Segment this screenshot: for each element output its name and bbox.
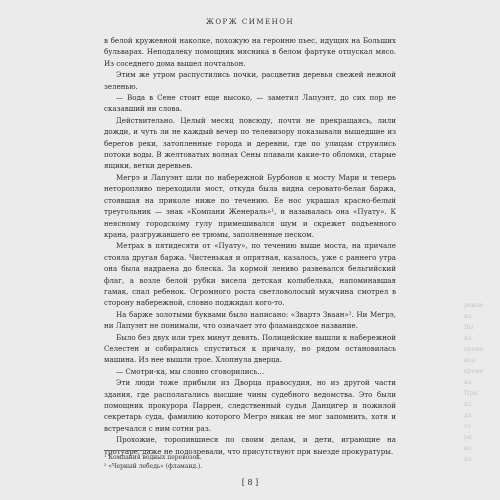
footnote-2: ² «Черный лебедь» (фламанд.). [104, 463, 203, 470]
bleed-line: на [464, 445, 472, 452]
bleed-line: кл [464, 401, 472, 408]
footnote-divider [104, 450, 152, 451]
bleed-line: кроме [464, 346, 484, 353]
bleed-line: Вы [464, 324, 474, 331]
paragraph-3: — Вода в Сене стоит еще высоко, — заметил Лапуэнт, до сих пор не сказавший ни слова. [104, 93, 396, 114]
bleed-line: ная [464, 357, 476, 364]
footnote-1: ¹ Компания водных перевозок. [104, 454, 202, 461]
bleed-through-text [464, 300, 500, 470]
bleed-line: на [464, 335, 472, 342]
paragraph-5: Мегрэ и Лапуэнт шли по набережной Бурбонов к мосту Мари и теперь неторопливо переходили мост, откуда была видна серовато-белая баржа, стоявшая на приколе ниже по течению. Ее нос украшал красно-белый треугольник — знак «Компани Женераль»¹, и называлась она «Пуату». К неясному городскому гулу примешивался шум и скрежет подъемного крана, разгружавшего ее трюмы, заполненные песком. [104, 172, 396, 239]
body-text [104, 35, 396, 457]
paragraph-7: На барже золотыми буквами было написано: «Звартэ Зваан»². Ни Мегрэ, ни Лапуэнт не понимали, что означает это фламандское название. [104, 309, 396, 331]
paragraph-6: Метрах в пятидесяти от «Пуату», по течению выше моста, на причале стояла другая баржа. Чистенькая и опрятная, казалось, уже с раннего утра она была надраена до блеска. За кормой лениво развевался бельгийский флаг, а возле белой рубки висела детская колыбелька, напоминавшая гамак, спал ребенок. Огромного роста светловолосый мужчина смотрел в сторону набережной, словно поджидал кого-то. [104, 241, 396, 308]
paragraph-11: Прохожие, торопившиеся по своим делам, и дети, играющие на тротуаре, даже не подозревали, что присутствуют при выезде прокуратуры. [104, 435, 396, 456]
paragraph-2: Этим же утром распустились почки, расцветив деревья свежей нежной зеленью. [104, 70, 396, 91]
bleed-line: кроме [464, 368, 484, 375]
bleed-line: на [464, 456, 472, 463]
paragraph-1: в белой кружевной наколке, похожую на героиню пьес, идущих на Больших бульварах. Неподалеку помощник мясника в белом фартуке отпускал мясо. Из соседнего дома вышел почтальон. [104, 36, 396, 68]
bleed-line: на [464, 313, 472, 320]
bleed-line: При [464, 390, 478, 397]
running-header: ЖОРЖ СИМЕНОН [205, 18, 295, 26]
bleed-line: да [464, 412, 472, 419]
footnotes [104, 453, 396, 471]
page-number: [ 8 ] [241, 478, 259, 487]
paragraph-10: Эти люди тоже прибыли из Дворца правосудия, но из другой части здания, где располагались высшие чины судебного ведомства. Это были помощник прокурора Паррен, следственный судья Данцигер и пожилой секретарь суда, фамилию которого Мегрэ никак не мог запомнить, хотя и встречался с ним сотни раз. [104, 378, 396, 433]
paragraph-4: Действительно. Целый месяц повсюду, почти не прекращаясь, лили дожди, и чуть ли не каждый вечер по телевизору показывали вышедшие из берегов реки, затопленные города и деревни, где по улицам струились потоки воды. В желтоватых волнах Сены плавали какие-то обломки, старые ящики, ветки деревьев. [104, 115, 396, 171]
bleed-line: ри [464, 434, 472, 441]
paragraph-8: Было без двух или трех минут девять. Полицейские вышли к набережной Селестен и собирались спуститься к причалу, но рядом остановилась машина. Из нее вышли трое. Хлопнула дверца. [104, 332, 396, 365]
bleed-line: на [464, 379, 472, 386]
bleed-line: то [464, 423, 471, 430]
bleed-line: ровью [464, 302, 484, 309]
paragraph-9: — Смотри-ка, мы словно сговорились... [116, 366, 265, 376]
